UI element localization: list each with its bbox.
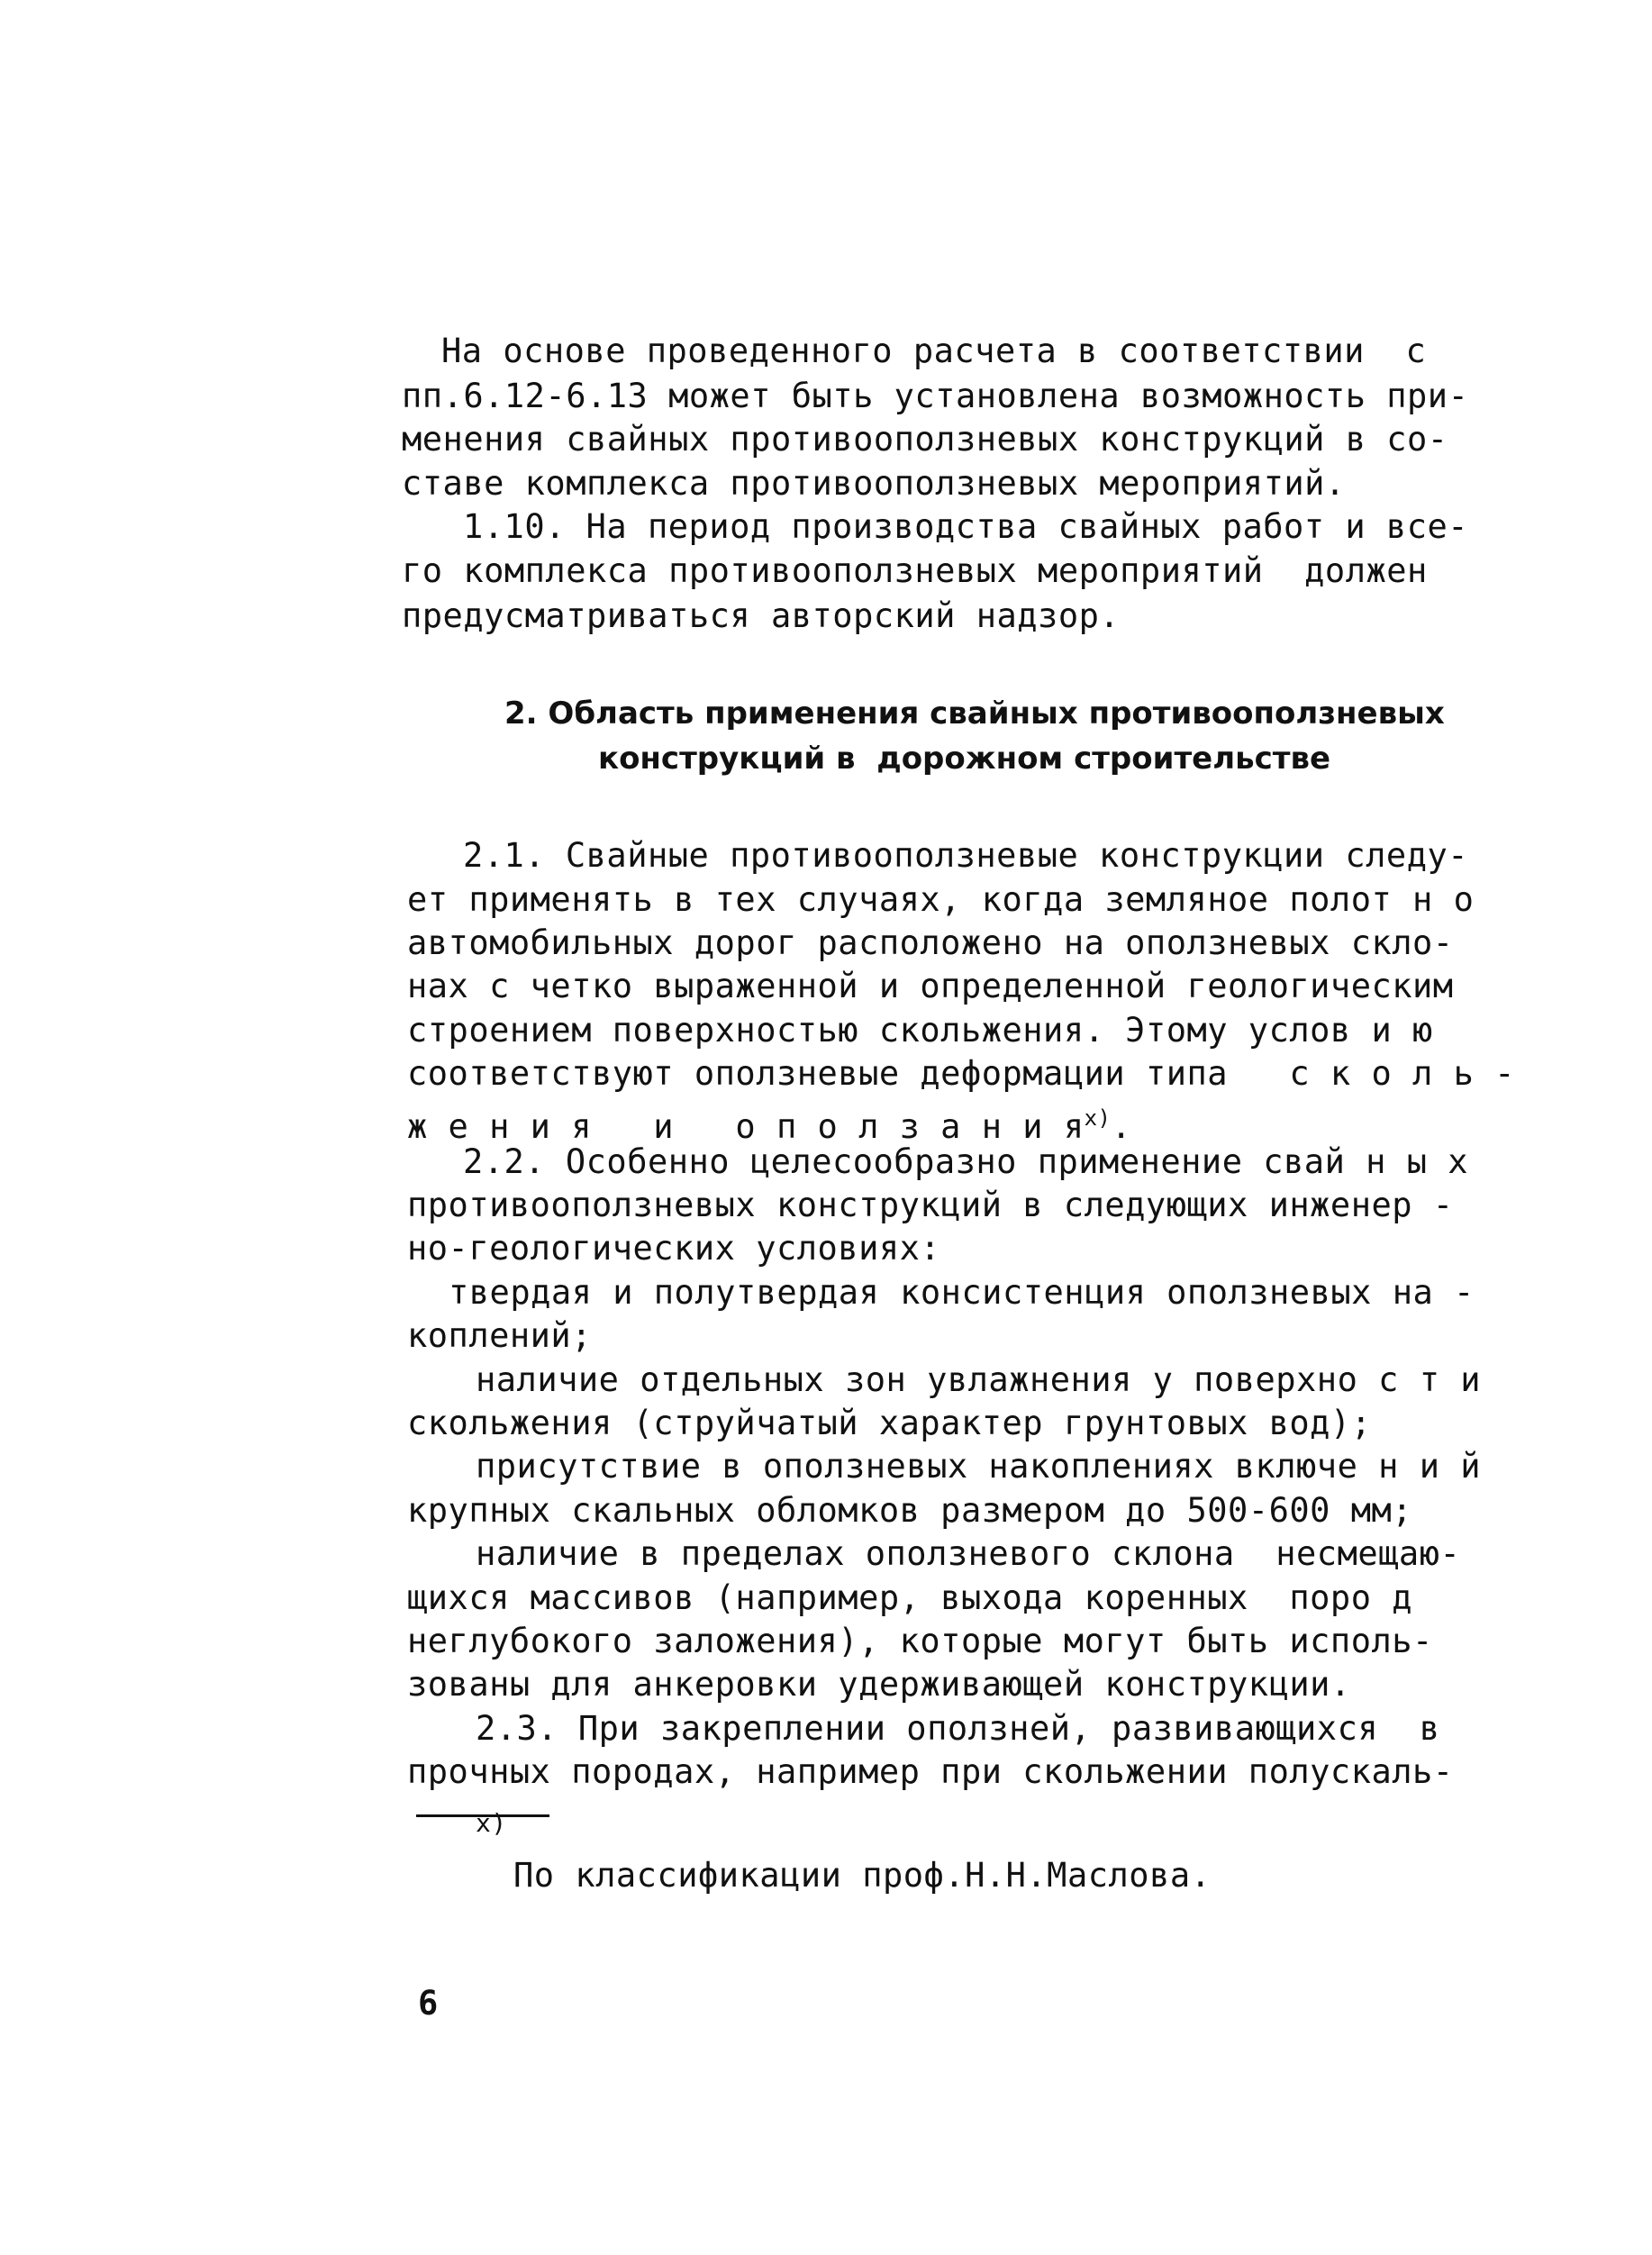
text-line: менения свайных противооползневых конструкций в со-	[402, 420, 1448, 459]
text-run: ж е н и я и о п о л з а н и я	[407, 1107, 1085, 1146]
text-line: зованы для анкеровки удерживающей конструкции.	[407, 1665, 1351, 1704]
text-run: .	[1111, 1107, 1132, 1146]
text-line: щихся массивов (например, выхода коренных поро д	[407, 1578, 1413, 1617]
text-line: нах с четко выраженной и определенной геологическим	[407, 967, 1454, 1005]
text-line: На основе проведенного расчета в соответствии с	[441, 332, 1427, 370]
list-item: присутствие в оползневых накоплениях включе н и й	[476, 1447, 1482, 1486]
text-line: но-геологических условиях:	[407, 1229, 941, 1268]
text-line: соответствуют оползневые деформации типа с к о л ь -	[407, 1054, 1515, 1093]
footnote-reference: х)	[1084, 1105, 1112, 1131]
text-line: крупных скальных обломков размером до 500-600 мм;	[407, 1491, 1413, 1530]
footnote-text: По классификации проф.Н.Н.Маслова.	[513, 1856, 1212, 1895]
list-item: наличие в пределах оползневого склона несмещаю-	[476, 1534, 1461, 1573]
section-heading-line-1: 2. Область применения свайных противооползневых	[504, 696, 1445, 732]
text-line: предусматриваться авторский надзор.	[402, 596, 1121, 635]
footnote-mark: х)	[476, 1808, 507, 1838]
text-line: го комплекса противооползневых мероприятий должен	[402, 551, 1428, 590]
text-line: 2.1. Свайные противооползневые конструкции следу-	[463, 836, 1469, 875]
list-item: наличие отдельных зон увлажнения у поверхно с т и	[476, 1360, 1482, 1399]
text-line: неглубокого заложения), которые могут быть исполь-	[407, 1622, 1433, 1660]
section-heading-line-2: конструкций в дорожном строительстве	[598, 741, 1331, 777]
text-line: строением поверхностью скольжения. Этому услов и ю	[407, 1011, 1433, 1050]
text-line: противооползневых конструкций в следующих инженер -	[407, 1186, 1454, 1224]
page-number: 6	[418, 1984, 439, 2023]
text-line: скольжения (струйчатый характер грунтовых вод);	[407, 1404, 1372, 1442]
text-line: коплений;	[407, 1316, 592, 1355]
text-line	[407, 1098, 1652, 1147]
text-line: 1.10. На период производства свайных работ и все-	[463, 507, 1469, 546]
text-line: прочных породах, например при скольжении полускаль-	[407, 1752, 1454, 1791]
list-item: твердая и полутвердая консистенция оползневых на -	[449, 1273, 1475, 1312]
text-line: ставе комплекса противооползневых мероприятий.	[402, 464, 1346, 503]
text-line: 2.3. При закреплении оползней, развивающихся в	[476, 1709, 1440, 1748]
text-line: ет применять в тех случаях, когда земляное полот н о	[407, 880, 1475, 919]
text-line: пп.6.12-6.13 может быть установлена возможность при-	[402, 377, 1469, 415]
text-line: автомобильных дорог расположено на оползневых скло-	[407, 923, 1454, 962]
text-line: 2.2. Особенно целесообразно применение свай н ы х	[463, 1142, 1469, 1181]
